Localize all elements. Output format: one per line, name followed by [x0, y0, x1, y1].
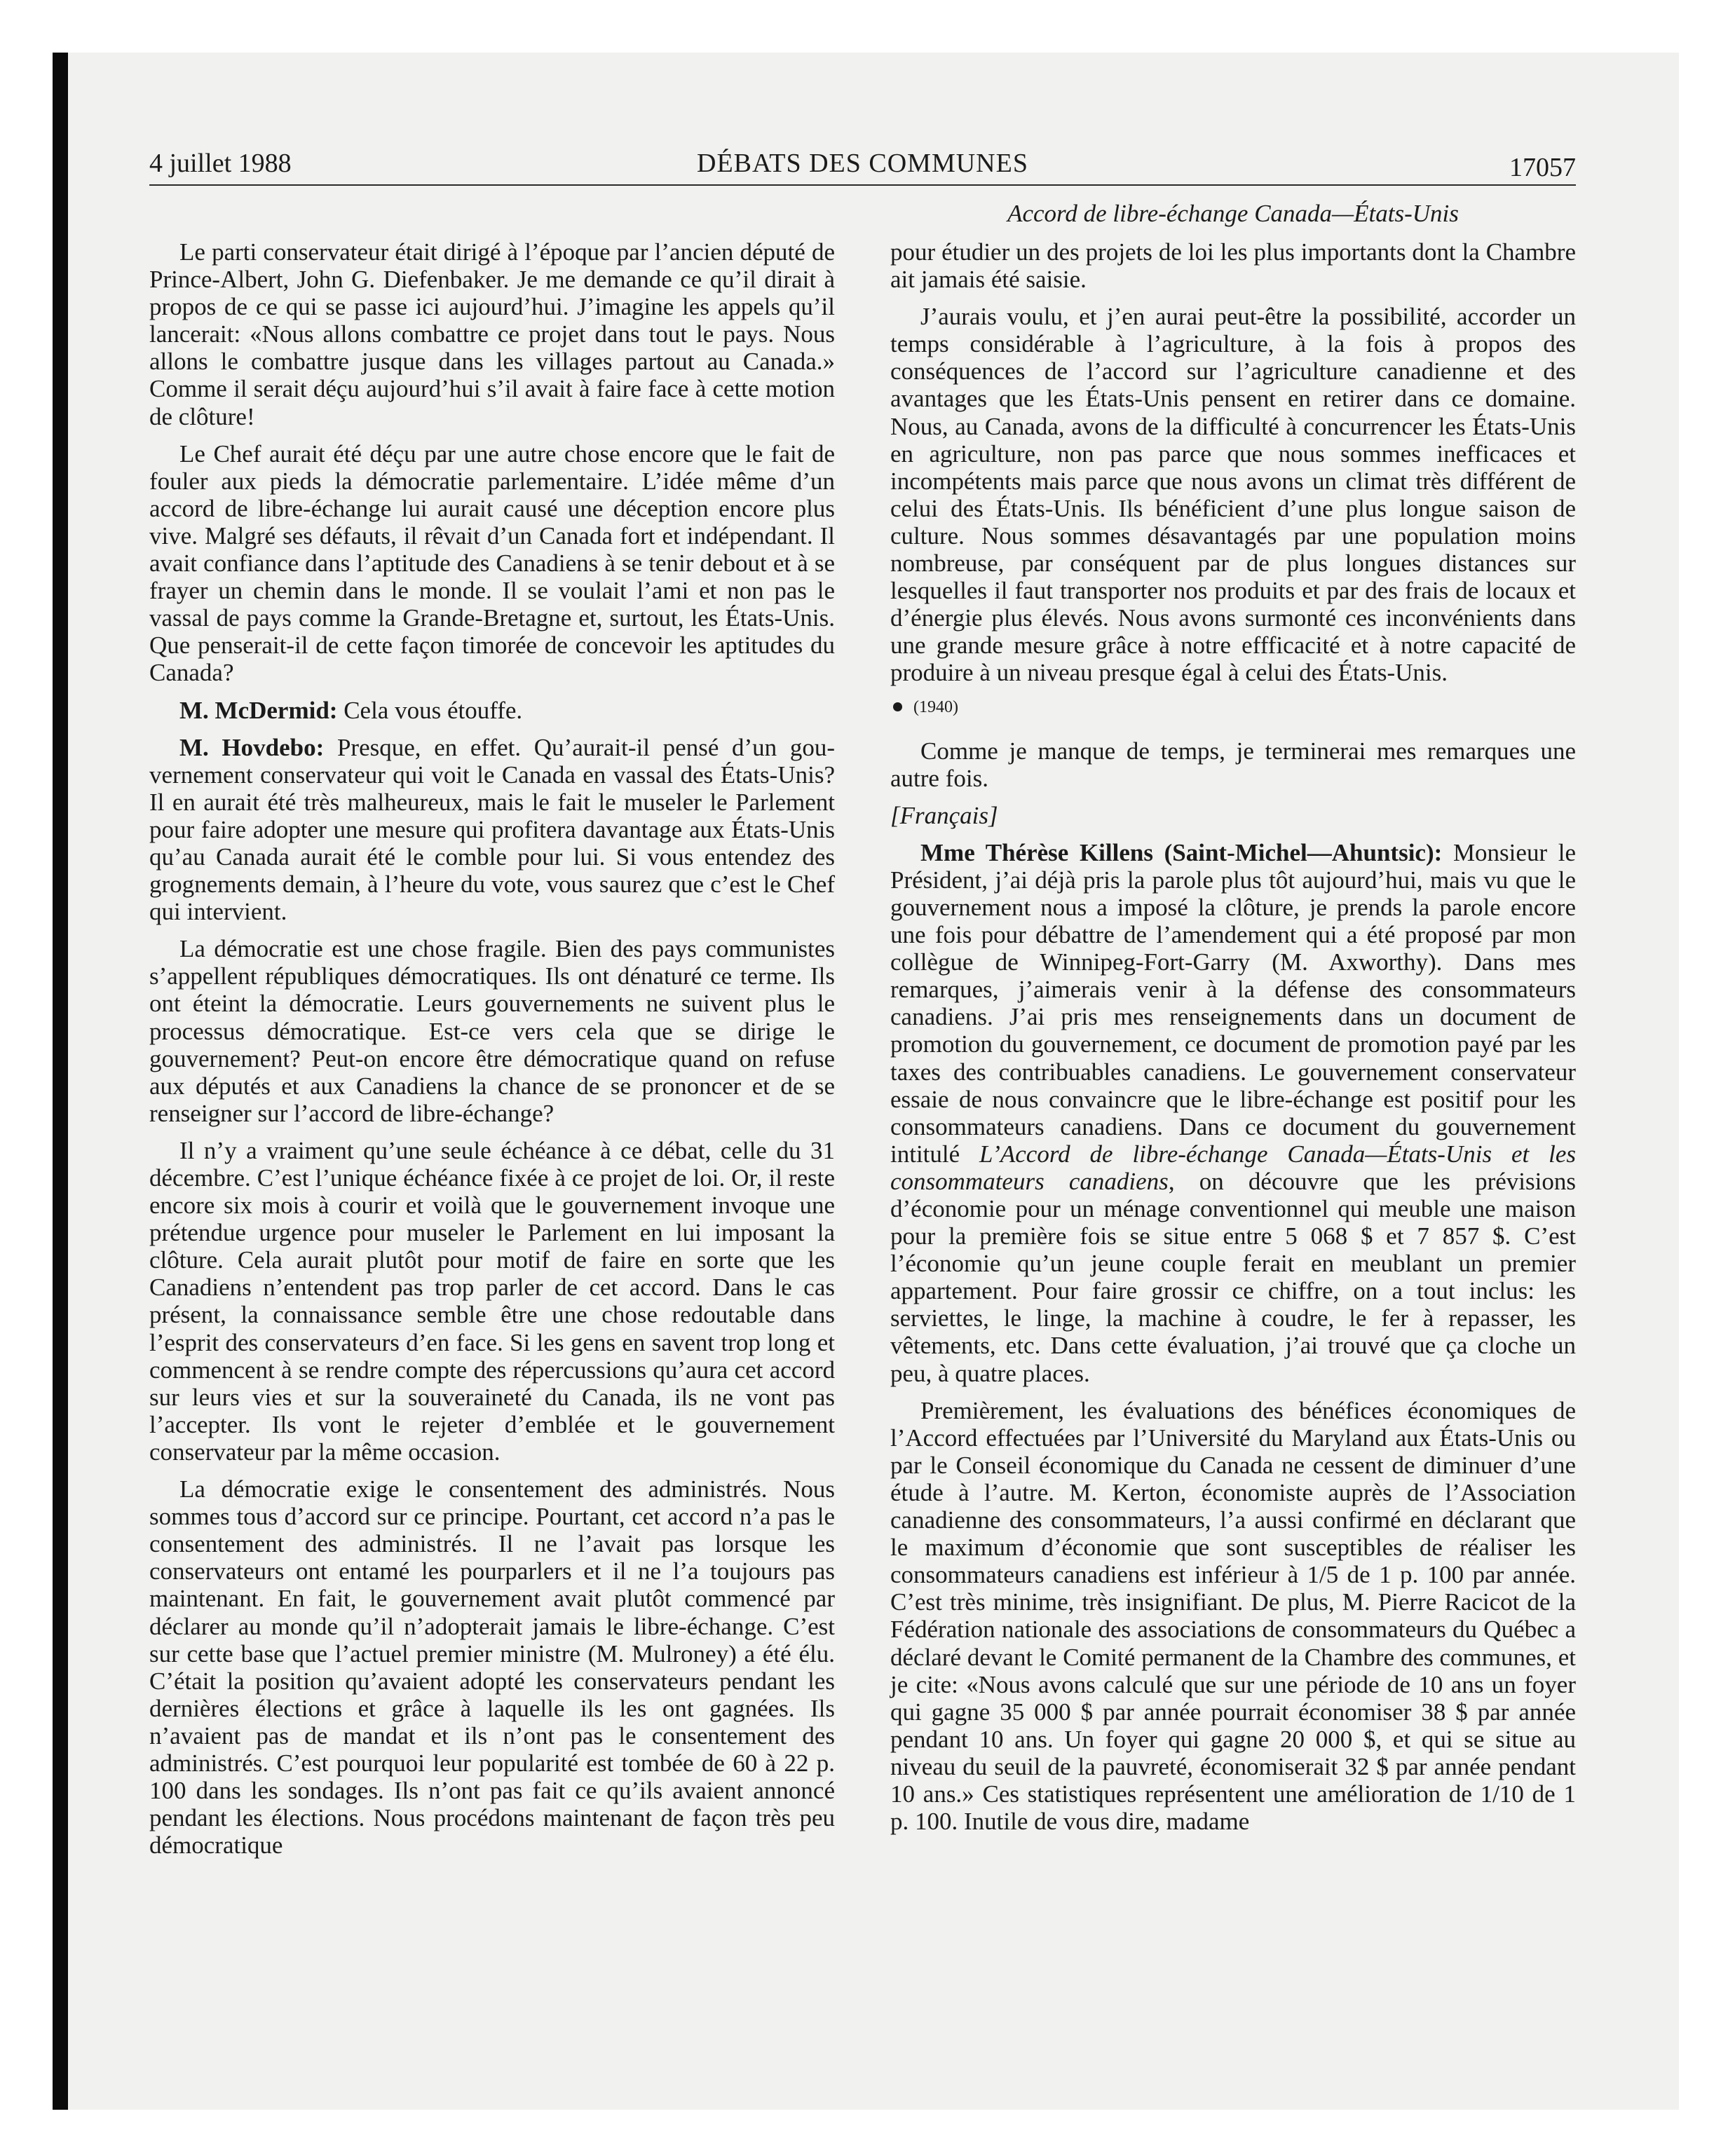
scan-edge — [53, 53, 68, 2110]
document-title: L’Accord de libre-échange Canada—États-Unis et les consommateurs canadiens — [890, 1140, 1576, 1195]
right-column — [890, 238, 1576, 1845]
paragraph: La démocratie exige le consentement des administrés. Nous sommes tous d’accord sur ce principe. Pourtant, cet accord n’a pas le consentement des administrés. Il ne l’avait pas lorsque les conservateurs ont entamé les pourparlers et il ne l’a toujours pas maintenant. En fait, le gouvernement avait plutôt commencé par déclarer au monde qu’il n’adopterait jamais le libre-échange. C’est sur cette base que l’actuel premier ministre (M. Mulroney) a été élu. C’était la position qu’avaient adopté les conservateurs pendant les dernières élections et grâce à laquelle ils les ont gagnées. Ils n’avaient pas de mandat et ils n’ont pas le consentement des administrés. C’est pourquoi leur popularité est tombée de 60 à 22 p. 100 dans les sondages. Ils n’ont pas fait ce qu’ils avaient annoncé pendant les élections. Nous procédons maintenant de façon très peu démocratique — [149, 1475, 835, 1860]
paragraph: Premièrement, les évaluations des bénéfices économiques de l’Accord effectuées par l’Université du Maryland aux États-Unis ou par le Conseil économique du Canada ne cessent de diminuer d’une étude à l’autre. M. Kerton, économiste auprès de l’Association canadienne des consommateurs, l’a aussi confirmé en déclarant que le maximum d’économie que sont susceptibles de réaliser les consommateurs canadiens est inférieur à 1/5 de 1 p. 100 par année. C’est très minime, très insignifiant. De plus, M. Pierre Racicot de la Fédération nationale des associations de consommateurs du Québec a déclaré devant le Comité permanent de la Chambre des communes, et je cite: «Nous avons calculé que sur une période de 10 ans un foyer qui gagne 35 000 $ par année pourrait économiser 38 $ par année pendant 10 ans. Un foyer qui gagne 20 000 $, et qui se situe au niveau du seuil de la pauvreté, économiserait 32 $ par année pendant 10 ans.» Ces statistiques représentent une amélioration de 1/10 de 1 p. 100. Inutile de vous dire, madame — [890, 1396, 1576, 1836]
paragraph: Il n’y a vraiment qu’une seule échéance à ce débat, celle du 31 décembre. C’est l’unique échéance fixée à ce projet de loi. Or, il reste encore six mois à courir et voilà que le gouvernement invoque une prétendue urgence pour museler le Parlement en lui imposant la clôture. Cela aurait plutôt pour motif de faire en sorte que les Canadiens n’entendent pas trop parler de cet accord. Dans le cas présent, la connaissance semble être une chose redoutable dans l’esprit des conservateurs d’en face. Si les gens en savent trop long et commencent à se rendre compte des répercussions qu’aura cet accord sur leurs vies et sur la souveraineté du Canada, ils ne vont pas l’accepter. Ils vont le rejeter d’emblée et le gouvernement conservateur par la même occasion. — [149, 1136, 835, 1466]
page-header — [149, 144, 1576, 183]
speaker-name: M. McDermid: — [179, 696, 338, 724]
speaker-name: M. Hovdebo: — [179, 733, 325, 761]
running-head: Accord de libre-échange Canada—États-Unis — [1007, 200, 1459, 227]
page-number: 17057 — [1509, 153, 1576, 182]
left-column — [149, 238, 835, 1869]
speech-text: Cela vous étouffe. — [343, 696, 523, 724]
paragraph — [890, 839, 1576, 1387]
paragraph: J’aurais voulu, et j’en aurai peut-être la possibilité, accorder un temps considérable à l’agriculture, à la fois à propos des conséquences de l’accord sur l’agriculture canadienne et des avantages que les États-Unis pensent en retirer dans ce domaine. Nous, au Canada, avons de la difficulté à concurrencer les États-Unis en agriculture, non pas parce que nous sommes inefficaces et incompétents mais parce que nous avons un climat très différent de celui des États-Unis. Ils bénéficient d’une plus longue saison de culture. Nous sommes désavantagés par une population moins nombreuse, par conséquent par de plus longues distances sur lesquelles il faut transporter nos produits et par des frais de locaux et d’énergie plus élevés. Nous avons surmonté ces inconvénients dans une grande mesure grâce à notre effficacité et à notre capacité de produire à un niveau presque égal à celui des États-Unis. — [890, 303, 1576, 687]
speech-text: , on découvre que les prévisions d’économie pour un ménage conventionnel qui meuble une maison pour la première fois se situe entre 5 068 $ et 7 857 $. C’est l’économie qu’un jeune couple ferait en meublant un premier appartement. Pour faire grossir ce chiffre, on a tout inclus: les serviettes, le linge, la machine à coudre, le fer à repasser, les vêtements, etc. Dans cette évaluation, j’ai trouvé que ça cloche un peu, à quatre places. — [890, 1167, 1577, 1387]
header-rule — [149, 184, 1576, 186]
bullet-icon — [893, 702, 902, 711]
time-marker — [890, 697, 1576, 718]
speech-text: Monsieur le Président, j’ai déjà pris la parole plus tôt aujourd’hui, mais vu que le gouvernement nous a imposé la clôture, je prends la parole encore une fois pour débattre de l’amendement qui a été proposé par mon collègue de Winnipeg-Fort-Garry (M. Axworthy). Dans mes remarques, j’aimerais venir à la défense des consommateurs canadiens. J’ai pris mes renseignements dans un document de promotion du gouvernement, ce document de promotion payé par les taxes des contribuables canadiens. Le gouvernement conservateur essaie de nous convaincre que le libre-échange est positif pour les consommateurs canadiens. Dans ce document du gouvernement intitulé — [890, 838, 1576, 1168]
language-tag: [Français] — [890, 801, 998, 829]
paragraph — [149, 734, 835, 926]
header-title: DÉBATS DES COMMUNES — [697, 149, 1028, 178]
header-date: 4 juillet 1988 — [149, 149, 292, 178]
speech-text: Presque, en effet. Qu’aurait-il pensé d’un gouvernement conservateur qui voit le Canada en vassal des États-Unis? Il en aurait été très malheureux, mais le fait le museler le Parlement pour faire adopter une mesure qui profitera davantage aux États-Unis qu’au Canada aurait été le comble pour lui. Si vous entendez des grognements demain, à l’heure du vote, vous saurez que c’est le Chef qui intervient. — [149, 733, 835, 926]
paragraph — [149, 697, 835, 724]
speaker-name: Mme Thérèse Killens (Saint-Michel—Ahuntsic): — [920, 838, 1443, 866]
paragraph: pour étudier un des projets de loi les plus importants dont la Chambre ait jamais été saisie. — [890, 238, 1576, 294]
time-marker-label: (1940) — [913, 697, 958, 716]
paragraph: Comme je manque de temps, je terminerai mes remarques une autre fois. — [890, 737, 1576, 792]
paragraph: Le Chef aurait été déçu par une autre chose encore que le fait de fouler aux pieds la démocratie parlementaire. L’idée même d’un accord de libre-échange lui aurait causé une déception encore plus vive. Malgré ses défauts, il rêvait d’un Canada fort et indépendant. Il avait confiance dans l’aptitude des Canadiens à se tenir debout et à se frayer un chemin dans le monde. Il se voulait l’ami et non pas le vassal de pays comme la Grande-Bretagne et, surtout, les États-Unis. Que penserait-il de cette façon timorée de concevoir les aptitudes du Canada? — [149, 439, 835, 687]
paragraph: Le parti conservateur était dirigé à l’époque par l’ancien député de Prince-Albert, John G. Diefenbaker. Je me demande ce qu’il dirait à propos de ce qui se passe ici aujourd’hui. J’imagine les appels qu’il lancerait: «Nous allons combattre ce projet dans tout le pays. Nous allons le combattre jusque dans les villages partout au Canada.» Comme il serait déçu aujourd’hui s’il avait à faire face à cette motion de clôture! — [149, 238, 835, 430]
paragraph: La démocratie est une chose fragile. Bien des pays communistes s’appellent républiques démocratiques. Ils ont dénaturé ce terme. Ils ont éteint la démocratie. Leurs gouvernements ne suivent plus le processus démocratique. Est-ce vers cela que se dirige le gouvernement? Peut-on encore être démocratique quand on refuse aux députés et aux Canadiens la chance de se prononcer et de se renseigner sur l’accord de libre-échange? — [149, 935, 835, 1127]
